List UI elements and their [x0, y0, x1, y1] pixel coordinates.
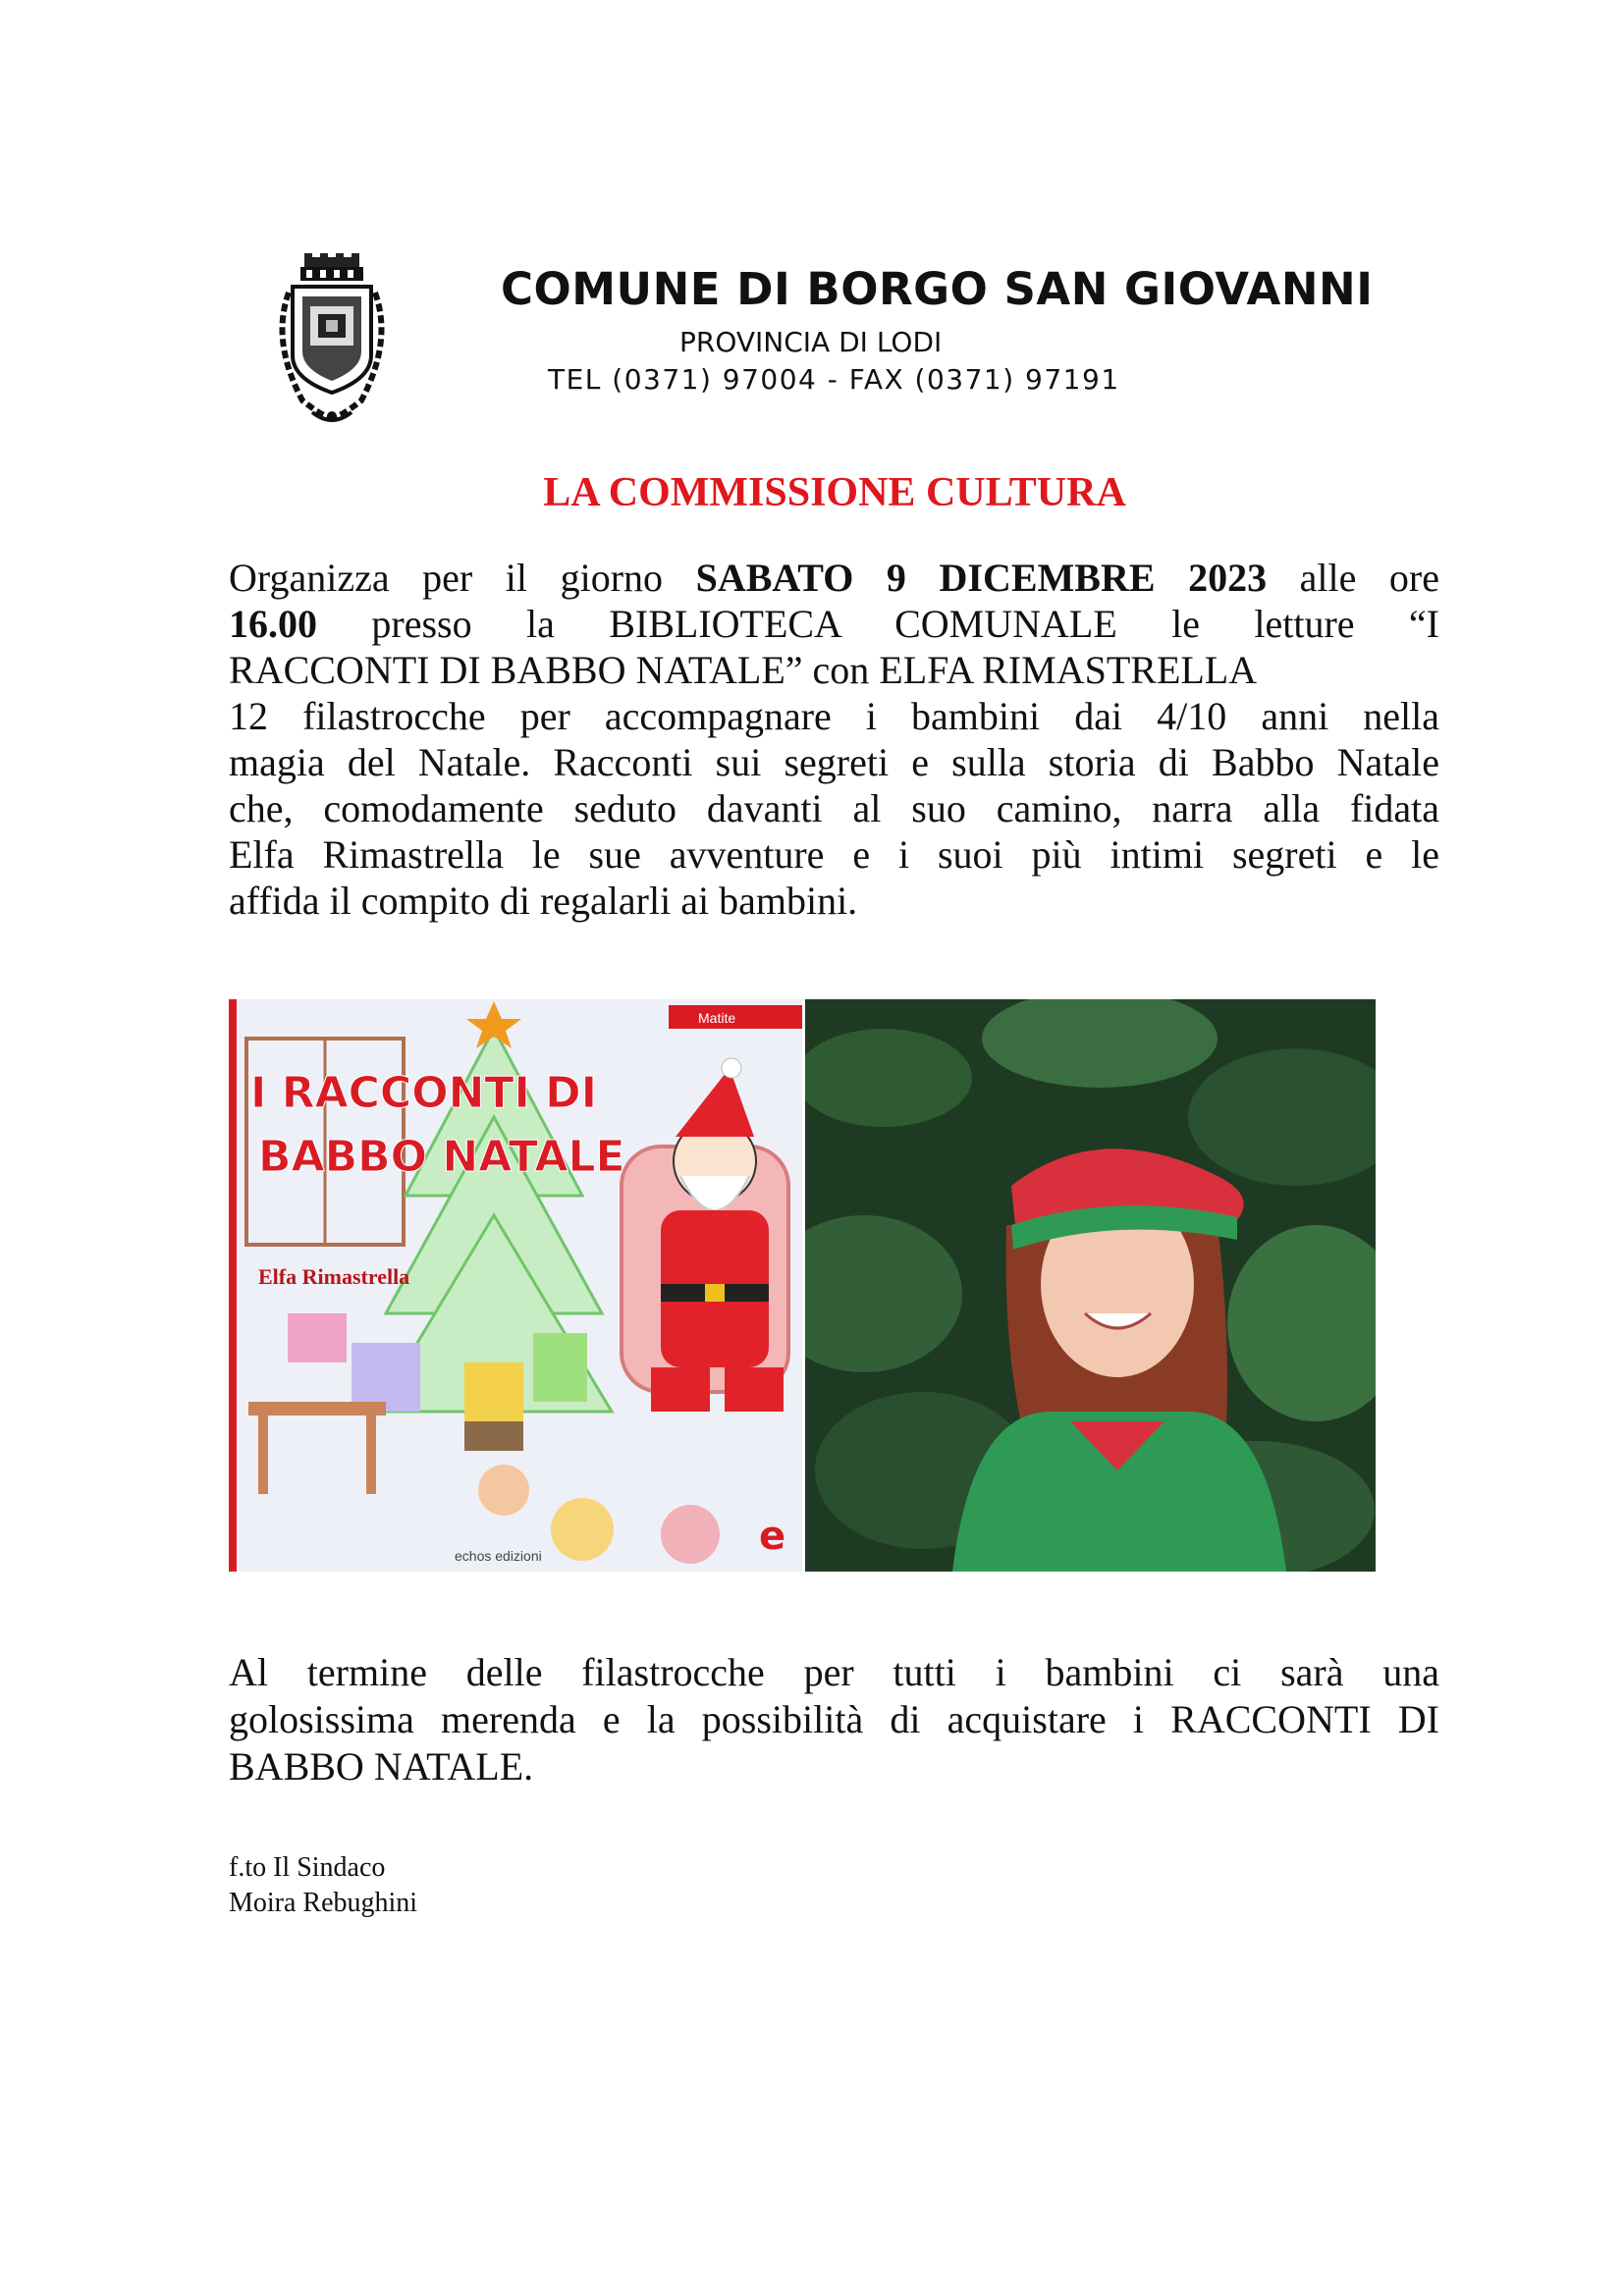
- municipal-crest-emblem: [263, 253, 401, 430]
- publisher-badge: e: [759, 1514, 786, 1559]
- intro-line: Elfa Rimastrella le sue avventure e i suoi più intimi segreti e le: [229, 832, 1439, 877]
- signature-role: f.to Il Sindaco: [229, 1852, 386, 1883]
- book-cover-image: [229, 999, 802, 1572]
- intro-line: 16.00 presso la BIBLIOTECA COMUNALE le letture “I: [229, 602, 1439, 646]
- intro-line: che, comodamente seduto davanti al suo camino, narra alla fidata: [229, 786, 1439, 830]
- intro-line: Organizza per il giorno SABATO 9 DICEMBRE 2023 alle ore: [229, 556, 1439, 600]
- cover-title-line2: BABBO NATALE: [258, 1132, 625, 1182]
- intro-line: 12 filastrocche per accompagnare i bambini dai 4/10 anni nella: [229, 694, 1439, 738]
- event-images: [229, 999, 1376, 1572]
- closing-line: golosissima merenda e la possibilità di acquistare i RACCONTI DI: [229, 1697, 1439, 1741]
- municipality-title: COMUNE DI BORGO SAN GIOVANNI: [501, 263, 1374, 315]
- cover-publisher: echos edizioni: [455, 1548, 542, 1564]
- elf-photo: [805, 999, 1376, 1572]
- signature-block: [229, 1850, 417, 1921]
- closing-line: BABBO NATALE.: [229, 1744, 534, 1789]
- event-date: SABATO 9 DICEMBRE 2023: [695, 556, 1268, 600]
- contact-line: TEL (0371) 97004 - FAX (0371) 97191: [548, 363, 1120, 396]
- intro-line: magia del Natale. Racconti sui segreti e sulla storia di Babbo Natale: [229, 740, 1439, 784]
- province-line: PROVINCIA DI LODI: [679, 326, 943, 358]
- intro-line: RACCONTI DI BABBO NATALE” con ELFA RIMASTRELLA: [229, 648, 1258, 692]
- intro-line: affida il compito di regalarli ai bambini.: [229, 879, 858, 923]
- commission-heading: LA COMMISSIONE CULTURA: [543, 470, 1126, 515]
- event-time: 16.00: [229, 602, 317, 646]
- closing-paragraph: [229, 1649, 1439, 1790]
- cover-title-line1: I RACCONTI DI: [250, 1068, 598, 1118]
- cover-author: Elfa Rimastrella: [258, 1264, 410, 1289]
- closing-line: Al termine delle filastrocche per tutti i bambini ci sarà una: [229, 1650, 1439, 1694]
- intro-paragraph: [229, 555, 1439, 924]
- cover-series-label: Matite: [698, 1010, 736, 1026]
- signature-name: Moira Rebughini: [229, 1888, 418, 1918]
